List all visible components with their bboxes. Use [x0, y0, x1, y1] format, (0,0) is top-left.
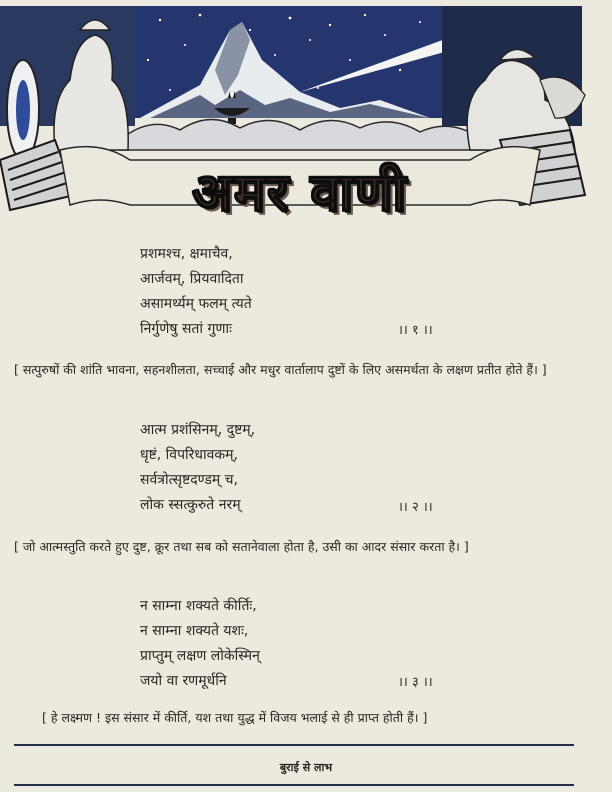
verse-2 [140, 418, 255, 518]
page-title: अमर वाणी [192, 163, 408, 223]
verse-number: ।। २ ।। [398, 500, 433, 515]
verse-line: लोक स्सत्कुरुते नरम् [140, 497, 241, 513]
verse-number: ।। ३ ।। [398, 675, 433, 690]
verse-line: असामर्थ्यम् फलम् त्यते [140, 296, 252, 312]
verse-line: न साम्ना शक्यते यशः, [140, 623, 249, 639]
verse-meaning: [ जो आत्मस्तुति करते हुए दुष्ट, क्रूर तथा सब को सतानेवाला होता है, उसी का आदर संसार करता है। ] [14, 539, 469, 554]
verse-line: आत्म प्रशंसिनम्, दुष्टम्, [140, 422, 256, 438]
verse-line: धृष्टं, विपरिधावकम्, [140, 447, 238, 463]
footer-text: बुराई से लाभ [279, 761, 333, 774]
verse-1 [140, 242, 252, 342]
verse-meaning: [ हे लक्ष्मण ! इस संसार में कीर्ति, यश तथा युद्ध में विजय भलाई से ही प्राप्त होती हैं। ] [42, 710, 428, 725]
verse-line: निर्गुणेषु सतां गुणाः [140, 321, 232, 337]
verse-line: न साम्ना शक्यते कीर्तिः, [140, 598, 257, 614]
verse-line: प्राप्तुम् लक्षण लोकेस्मिन् [140, 648, 260, 664]
verse-line: प्रशमश्च, क्षमाचैव, [140, 246, 233, 262]
verse-line: सर्वत्रोत्सृष्टदण्डम् च, [140, 472, 238, 488]
divider-top [14, 744, 574, 746]
clouds [120, 119, 480, 150]
verse-line: आर्जवम्, प्रियवादिता [140, 271, 244, 287]
verse-meaning: [ सत्पुरुषों की शांति भावना, सहनशीलता, सच्चाई और मधुर वार्तालाप दुष्टों के लिए असमर्थता के लक्षण प्रतीत होते हैं। ] [14, 362, 547, 377]
verse-3 [140, 594, 260, 694]
verse-number: ।। १ ।। [398, 323, 433, 338]
verse-line: जयो वा रणमूर्धनि [140, 673, 227, 689]
divider-bottom [14, 784, 574, 786]
